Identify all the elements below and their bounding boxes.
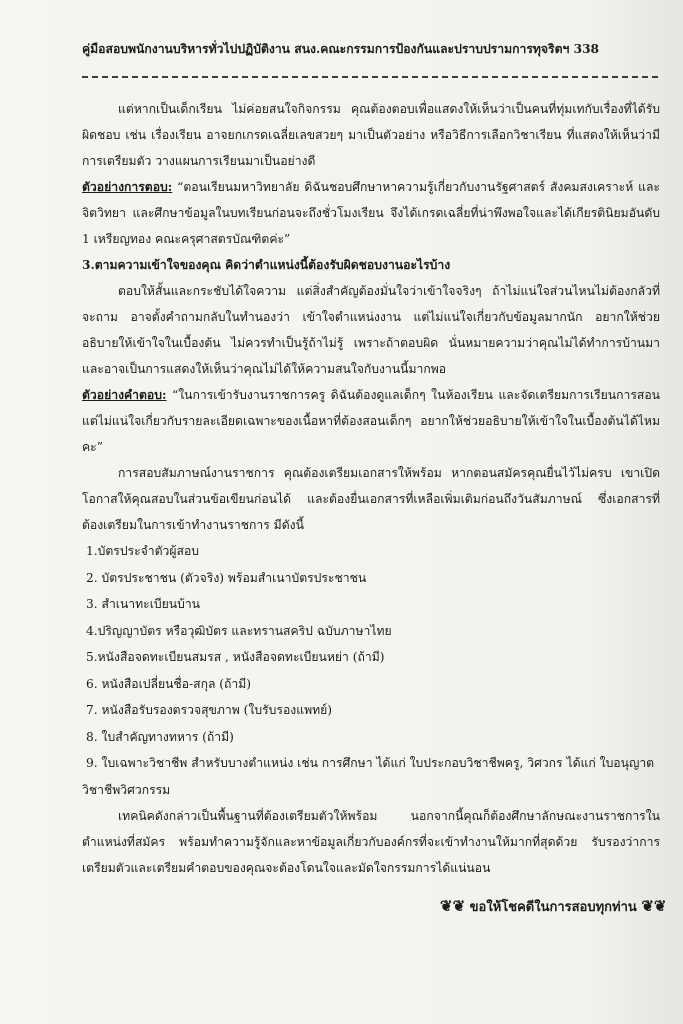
list-item: 8. ใบสำคัญทางทหาร (ถ้ามี)	[86, 729, 234, 744]
closing-line	[440, 896, 666, 917]
paragraph-conclusion: เทคนิคดังกล่าวเป็นพื้นฐานที่ต้องเตรียมตัวให้พร้อม นอกจากนี้คุณก็ต้องศึกษาลักษณะงานราชการในตำแหน่งที่สมัคร พร้อมทำความรู้จักและหาข้อมูลเกี่ยวกับองค์กรที่จะเข้าทำงานให้มากที่สุดด้วย รับรองว่าการเตรียมตัวและเตรียมคำตอบของคุณจะต้องโดนใจและมัดใจกรรมการได้แน่นอน	[82, 809, 660, 875]
flourish-right-icon: ❦❦	[641, 897, 667, 915]
paragraph-job-understanding: ตอบให้สั้นและกระชับได้ใจความ แต่สิ่งสำคัญต้องมั่นใจว่าเข้าใจจริงๆ ถ้าไม่แน่ใจส่วนไหนไม่ต้องกลัวที่จะถาม อาจตั้งคำถามกลับในทำนองว่า เข้าใจตำแหน่งงาน แต่ไม่แน่ใจเกี่ยวกับข้อมูลมากนัก อยากให้ช่วยอธิบายให้เข้าใจในเบื้องต้น ไม่ควรทำเป็นรู้ถ้าไม่รู้ เพราะถ้าตอบผิด นั่นหมายความว่าคุณไม่ได้ทำการบ้านมา และอาจเป็นการแสดงให้เห็นว่าคุณไม่ได้ให้ความสนใจกับงานนี้มากพอ	[82, 284, 660, 376]
documents-list	[82, 538, 660, 803]
flourish-left-icon: ❦❦	[440, 897, 466, 915]
list-item: 7. หนังสือรับรองตรวจสุขภาพ (ใบรับรองแพทย์)	[86, 703, 333, 717]
header-divider	[82, 76, 658, 78]
example-text: “ตอนเรียนมหาวิทยาลัย ดิฉันชอบศึกษาหาความรู้เกี่ยวกับงานรัฐศาสตร์ สังคมสงเคราะห์ และจิตวิทยา และศึกษาข้อมูลในบทเรียนก่อนจะถึงชั่วโมงเรียน จึงได้เกรดเฉลี่ยที่น่าพึงพอใจและได้เกียรตินิยมอันดับ 1 เหรียญทอง คณะครุศาสตรบัณฑิตค่ะ”	[82, 180, 660, 246]
list-item: 1.บัตรประจำตัวผู้สอบ	[86, 544, 200, 558]
list-item: 5.หนังสือจดทะเบียนสมรส , หนังสือจดทะเบียนหย่า (ถ้ามี)	[86, 650, 385, 664]
closing-text: ขอให้โชคดีในการสอบทุกท่าน	[469, 900, 637, 915]
question-heading-3: 3.ตามความเข้าใจของคุณ คิดว่าตำแหน่งนี้ต้องรับผิดชอบงานอะไรบ้าง	[82, 258, 451, 272]
page-body	[82, 96, 660, 881]
list-item: 6. หนังสือเปลี่ยนชื่อ-สกุล (ถ้ามี)	[86, 676, 252, 691]
example-label: ตัวอย่างคำตอบ:	[82, 388, 167, 402]
list-item: 9. ใบเฉพาะวิชาชีพ สำหรับบางตำแหน่ง เช่น การศึกษา ได้แก่ ใบประกอบวิชาชีพครู, วิศวกร ได้แก่ ใบอนุญาต	[86, 756, 655, 770]
example-answer-1	[82, 174, 660, 252]
list-item-continuation: วิชาชีพวิศวกรรม	[82, 782, 171, 797]
list-item: 4.ปริญญาบัตร หรือวุฒิบัตร และทรานสคริป ฉบับภาษาไทย	[86, 623, 392, 638]
paragraph-documents-intro: การสอบสัมภาษณ์งานราชการ คุณต้องเตรียมเอกสารให้พร้อม หากตอนสมัครคุณยื่นไว้ไม่ครบ เขาเปิดโอกาสให้คุณสอบในส่วนข้อเขียนก่อนได้ และต้องยื่นเอกสารที่เหลือเพิ่มเติมก่อนถึงวันสัมภาษณ์ ซึ่งเอกสารที่ต้องเตรียมในการเข้าทำงานราชการ มีดังนี้	[82, 466, 660, 532]
example-label: ตัวอย่างการตอบ:	[82, 180, 173, 194]
page-header: คู่มือสอบพนักงานบริหารทั่วไปปฏิบัติงาน สนง.คณะกรรมการป้องกันและปราบปรามการทุจริตฯ 338	[82, 42, 600, 56]
example-answer-2	[82, 382, 660, 460]
example-text: “ในการเข้ารับงานราชการครู ดิฉันต้องดูแลเด็กๆ ในห้องเรียน และจัดเตรียมการเรียนการสอน แต่ไม่แน่ใจเกี่ยวกับรายละเอียดเฉพาะของเนื้อหาที่ต้องสอนเด็กๆ อยากให้ช่วยอธิบายให้เข้าใจในเบื้องต้นได้ไหมคะ”	[82, 388, 660, 454]
paragraph-activity-answer: แต่หากเป็นเด็กเรียน ไม่ค่อยสนใจกิจกรรม คุณต้องตอบเพื่อแสดงให้เห็นว่าเป็นคนที่ทุ่มเทกับเรื่องที่ได้รับผิดชอบ เช่น เรื่องเรียน อาจยกเกรดเฉลี่ยเลขสวยๆ มาเป็นตัวอย่าง หรือวิธีการเลือกวิชาเรียน ที่แสดงให้เห็นว่ามีการเตรียมตัว วางแผนการเรียนมาเป็นอย่างดี	[82, 102, 660, 168]
list-item: 3. สำเนาทะเบียนบ้าน	[86, 597, 200, 611]
list-item: 2. บัตรประชาชน (ตัวจริง) พร้อมสำเนาบัตรประชาชน	[86, 570, 367, 585]
